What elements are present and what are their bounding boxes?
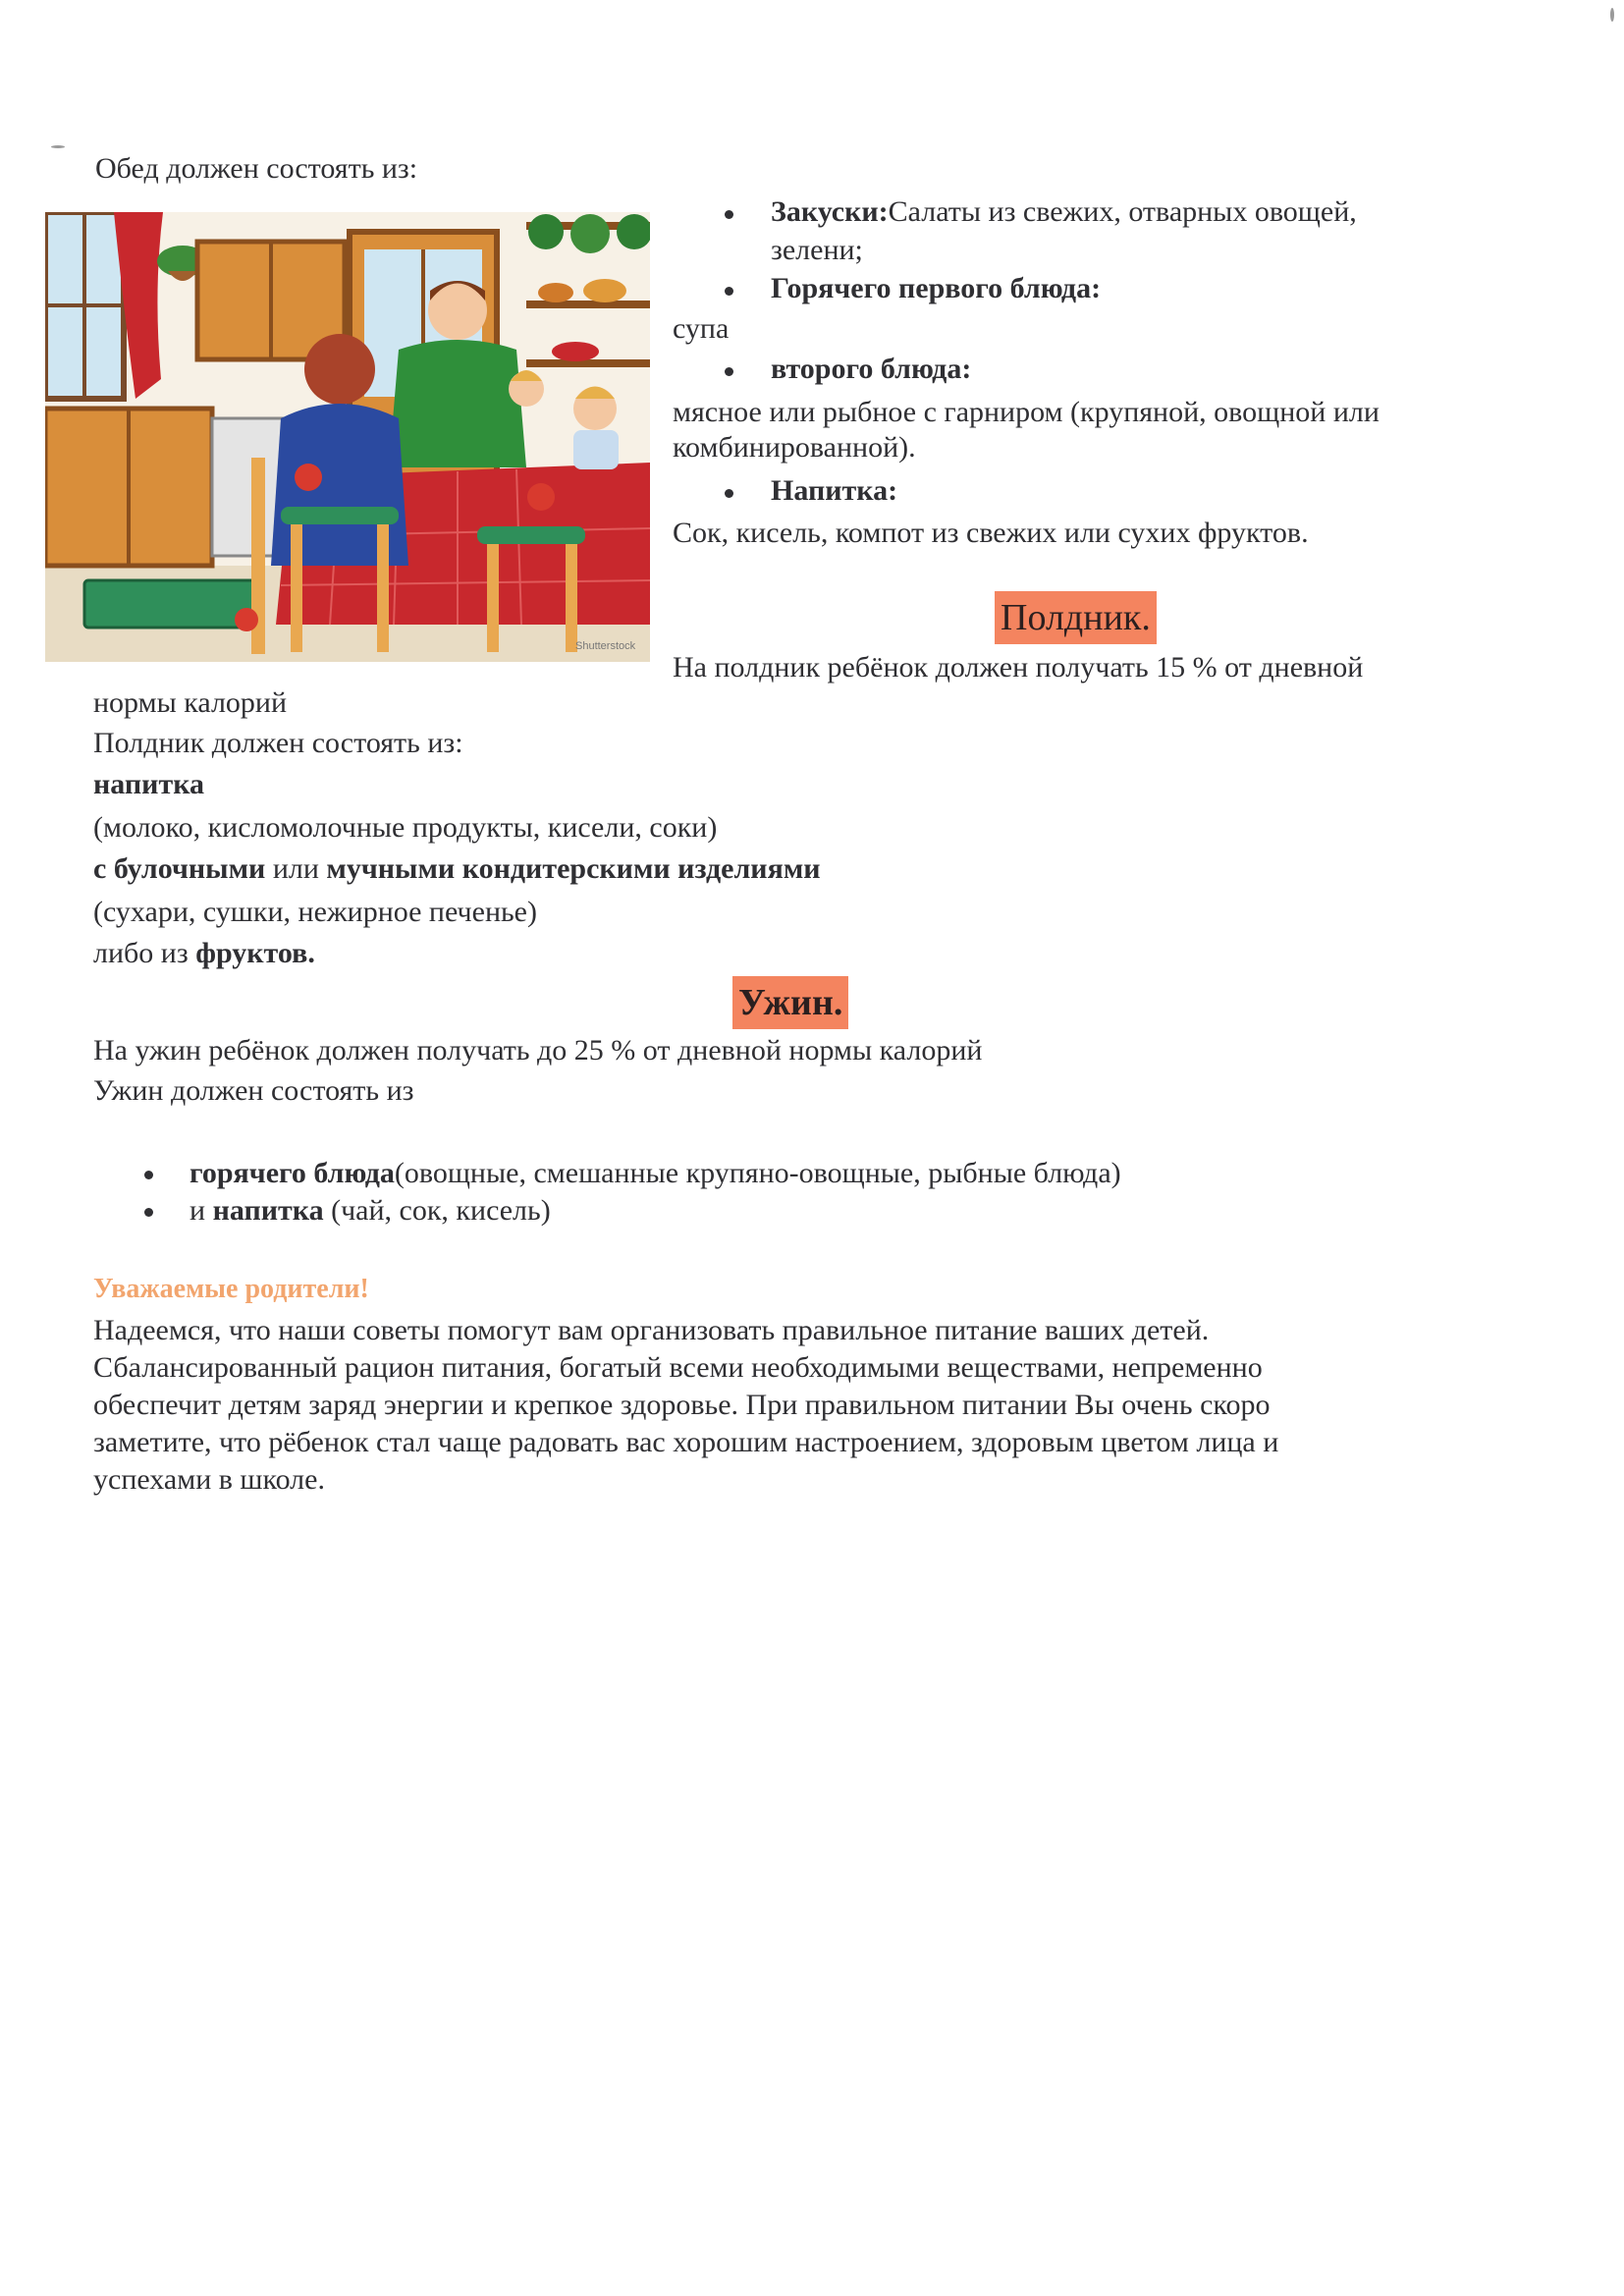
snack-fruit bbox=[93, 935, 315, 972]
closing-line: обеспечит детям заряд энергии и крепкое здоровье. При правильном питании Вы очень скоро bbox=[93, 1389, 1271, 1421]
dinner-heading: Ужин. bbox=[732, 976, 848, 1029]
dinner-item-hot-dish-bold: горячего блюда bbox=[189, 1157, 395, 1189]
snack-bakery-detail: (сухари, сушки, нежирное печенье) bbox=[93, 896, 537, 928]
scan-mark bbox=[1610, 8, 1614, 22]
dinner-item-drink-bold: напитка bbox=[212, 1194, 324, 1227]
lunch-item-drink-text: Сок, кисель, компот из свежих или сухих фруктов. bbox=[673, 517, 1309, 549]
lunch-item-second-course-text2: комбинированной). bbox=[673, 431, 916, 464]
illustration-signature: Shutterstock bbox=[575, 640, 636, 652]
dinner-intro: Ужин должен состоять из bbox=[93, 1074, 414, 1107]
snack-bakery bbox=[93, 850, 821, 888]
snack-fruit-prefix: либо из bbox=[93, 937, 189, 969]
bullet-dot bbox=[725, 287, 733, 296]
bullet-dot bbox=[144, 1171, 153, 1179]
dinner-item-hot-dish bbox=[189, 1155, 1121, 1192]
lunch-item-second-course: второго блюда: bbox=[771, 353, 972, 385]
closing-line: заметите, что рёбенок стал чаще радовать вас хорошим настроением, здоровым цветом лица и bbox=[93, 1426, 1279, 1458]
snack-bakery-bold: с булочными bbox=[93, 852, 266, 885]
dinner-item-hot-dish-text: (овощные, смешанные крупяно-овощные, рыбные блюда) bbox=[394, 1157, 1121, 1189]
bullet-dot bbox=[725, 489, 733, 498]
snack-pastry-bold: мучными кондитерскими изделиями bbox=[326, 852, 821, 885]
family-dinner-illustration bbox=[45, 212, 650, 662]
closing-line: Надеемся, что наши советы помогут вам организовать правильное питание ваших детей. bbox=[93, 1314, 1210, 1346]
closing-line: успехами в школе. bbox=[93, 1463, 325, 1496]
closing-line: Сбалансированный рацион питания, богатый всеми необходимыми веществами, непременно bbox=[93, 1351, 1263, 1384]
snack-drink-detail: (молоко, кисломолочные продукты, кисели, соки) bbox=[93, 811, 718, 844]
snack-drink: напитка bbox=[93, 768, 205, 800]
bullet-dot bbox=[725, 210, 733, 219]
snack-line2: нормы калорий bbox=[93, 686, 288, 719]
dinner-item-drink-prefix: и bbox=[189, 1194, 206, 1227]
bullet-dot bbox=[144, 1208, 153, 1217]
lunch-intro: Обед должен состоять из: bbox=[95, 152, 418, 185]
lunch-item-second-course-text1: мясное или рыбное с гарниром (крупяной, овощной или bbox=[673, 396, 1380, 428]
lunch-item-snacks bbox=[771, 193, 1357, 231]
lunch-item-first-course: Горячего первого блюда: bbox=[771, 272, 1102, 304]
lunch-item-snacks-label: Закуски: bbox=[771, 195, 889, 228]
snack-bakery-or: или bbox=[272, 852, 319, 885]
snack-heading: Полдник. bbox=[995, 591, 1157, 644]
lunch-item-first-course-text: супа bbox=[673, 312, 730, 345]
dinner-line1: На ужин ребёнок должен получать до 25 % от дневной нормы калорий bbox=[93, 1034, 983, 1066]
scan-mark bbox=[51, 145, 65, 148]
lunch-item-drink: Напитка: bbox=[771, 474, 898, 507]
closing-salutation: Уважаемые родители! bbox=[93, 1274, 369, 1304]
lunch-item-snacks-cont: зелени; bbox=[771, 234, 863, 266]
dinner-item-drink bbox=[189, 1192, 551, 1230]
dinner-item-drink-text: (чай, сок, кисель) bbox=[331, 1194, 551, 1227]
snack-intro: Полдник должен состоять из: bbox=[93, 727, 463, 759]
snack-fruit-bold: фруктов. bbox=[195, 937, 315, 969]
lunch-item-snacks-text: Салаты из свежих, отварных овощей, bbox=[888, 195, 1357, 228]
bullet-dot bbox=[725, 367, 733, 376]
snack-line1: На полдник ребёнок должен получать 15 % от дневной bbox=[673, 651, 1364, 683]
